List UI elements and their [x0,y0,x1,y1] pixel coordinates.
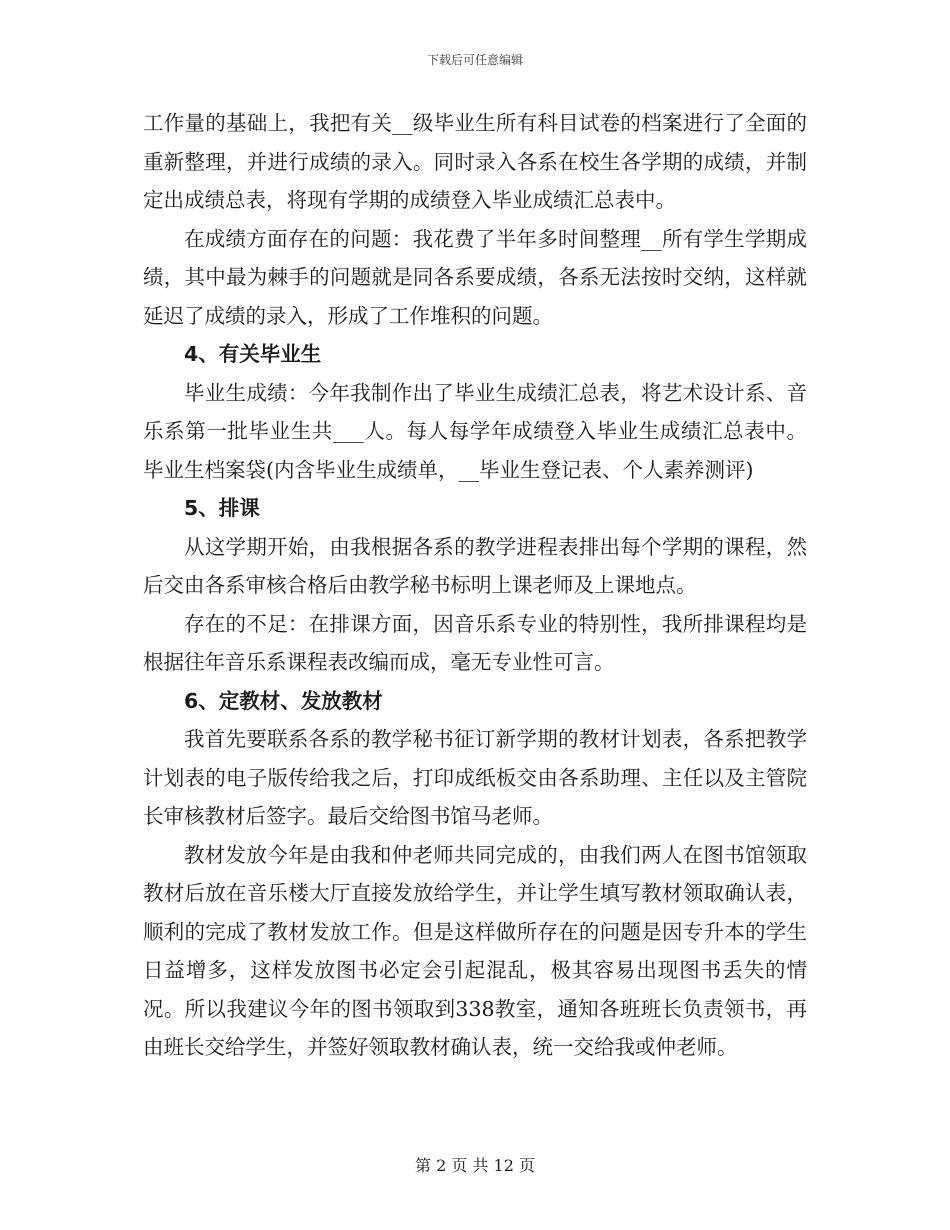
section-heading-textbooks: 6、定教材、发放教材 [184,688,383,713]
section-heading-graduates: 4、有关毕业生 [184,342,322,366]
paragraph-grade-archive: 工作量的基础上，我把有关__级毕业生所有科目试卷的档案进行了全面的重新整理，并进行成绩的录入。同时录入各系在校生各学期的成绩，并制定出成绩总表，将现有学期的成绩登入毕业成绩汇总表中。 [143,111,807,212]
paragraph-scheduling: 从这学期开始，由我根据各系的教学进程表排出每个学期的课程，然后交由各系审核合格后由教学秘书标明上课老师及上课地点。 [143,534,807,597]
section-heading-scheduling: 5、排课 [184,496,260,520]
paragraph-scheduling-shortcomings: 存在的不足：在排课方面，因音乐系专业的特别性，我所排课程均是根据往年音乐系课程表改编而成，毫无专业性可言。 [143,611,807,674]
document-body [143,104,807,1067]
page-header: 下载后可任意编辑 [426,53,523,67]
paragraph-graduate-grades: 毕业生成绩：今年我制作出了毕业生成绩汇总表，将艺术设计系、音乐系第一批毕业生共___人。每人每学年成绩登入毕业生成绩汇总表中。毕业生档案袋(内含毕业生成绩单，__毕业生登记表、个人素养测评) [143,380,807,482]
paragraph-textbook-distribution: 教材发放今年是由我和仲老师共同完成的，由我们两人在图书馆领取教材后放在音乐楼大厅直接发放给学生，并让学生填写教材领取确认表，顺利的完成了教材发放工作。但是这样做所存在的问题是因专升本的学生日益增多，这样发放图书必定会引起混乱，极其容易出现图书丢失的情况。所以我建议今年的图书领取到338教室，通知各班班长负责领书，再由班长交给学生，并签好领取教材确认表，统一交给我或仲老师。 [143,842,807,1059]
page-number: 第 2 页 共 12 页 [415,1156,535,1175]
paragraph-grade-problems: 在成绩方面存在的问题：我花费了半年多时间整理__所有学生学期成绩，其中最为棘手的问题就是同各系要成绩，各系无法按时交纳，这样就延迟了成绩的录入，形成了工作堆积的问题。 [143,226,807,328]
paragraph-textbook-ordering: 我首先要联系各系的教学秘书征订新学期的教材计划表，各系把教学计划表的电子版传给我之后，打印成纸板交由各系助理、主任以及主管院长审核教材后签字。最后交给图书馆马老师。 [143,727,807,828]
